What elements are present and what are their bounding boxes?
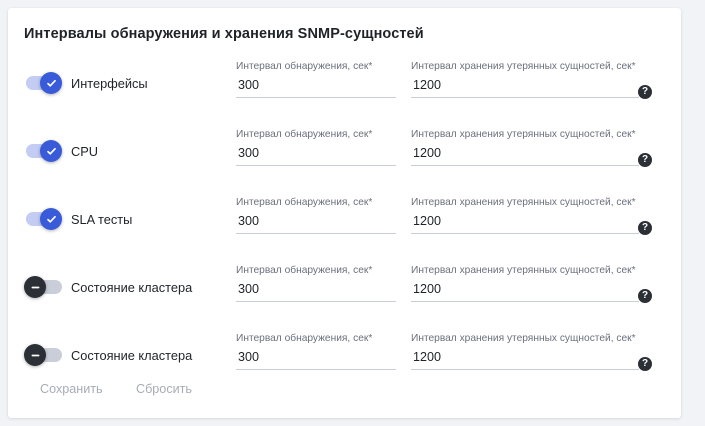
row-toggle-cluster-state-1[interactable] [26, 276, 192, 298]
discovery-interval-input[interactable] [236, 281, 396, 302]
storage-interval-label: Интервал хранения утерянных сущностей, сек* [411, 129, 636, 140]
discovery-interval-label: Интервал обнаружения, сек* [236, 333, 373, 344]
help-icon[interactable]: ? [638, 153, 652, 167]
storage-interval-input[interactable] [411, 77, 639, 98]
table-row [8, 52, 681, 120]
discovery-interval-field [236, 60, 396, 98]
toggle-switch[interactable] [26, 212, 62, 226]
storage-interval-field [411, 128, 639, 166]
help-icon[interactable]: ? [638, 357, 652, 371]
toggle-switch[interactable] [26, 280, 62, 294]
discovery-interval-input[interactable] [236, 77, 396, 98]
discovery-interval-label: Интервал обнаружения, сек* [236, 129, 373, 140]
storage-interval-field [411, 196, 639, 234]
storage-interval-field [411, 60, 639, 98]
storage-interval-field [411, 264, 639, 302]
minus-icon [30, 350, 41, 361]
storage-interval-label: Интервал хранения утерянных сущностей, сек* [411, 333, 636, 344]
form-actions [8, 378, 681, 404]
discovery-interval-input[interactable] [236, 213, 396, 234]
help-icon[interactable]: ? [638, 85, 652, 99]
row-toggle-cluster-state-2[interactable] [26, 344, 192, 366]
discovery-interval-label: Интервал обнаружения, сек* [236, 265, 373, 276]
discovery-interval-field [236, 128, 396, 166]
storage-interval-field [411, 332, 639, 370]
discovery-interval-input[interactable] [236, 349, 396, 370]
toggle-switch[interactable] [26, 144, 62, 158]
discovery-interval-field [236, 264, 396, 302]
table-row [8, 120, 681, 188]
row-toggle-interfaces[interactable] [26, 72, 148, 94]
row-toggle-sla-tests[interactable] [26, 208, 132, 230]
storage-interval-label: Интервал хранения утерянных сущностей, сек* [411, 61, 636, 72]
minus-icon [30, 282, 41, 293]
settings-rows [8, 52, 681, 392]
toggle-switch[interactable] [26, 348, 62, 362]
row-label: CPU [71, 143, 99, 159]
toggle-knob [40, 72, 62, 94]
toggle-knob [24, 276, 46, 298]
discovery-interval-field [236, 196, 396, 234]
toggle-knob [40, 140, 62, 162]
toggle-switch[interactable] [26, 76, 62, 90]
discovery-interval-label: Интервал обнаружения, сек* [236, 197, 373, 208]
help-icon[interactable]: ? [638, 221, 652, 235]
toggle-knob [40, 208, 62, 230]
storage-interval-label: Интервал хранения утерянных сущностей, сек* [411, 265, 636, 276]
save-button[interactable]: Сохранить [34, 378, 109, 400]
row-label: SLA тесты [71, 211, 133, 227]
help-icon[interactable]: ? [638, 289, 652, 303]
storage-interval-input[interactable] [411, 213, 639, 234]
storage-interval-input[interactable] [411, 281, 639, 302]
storage-interval-input[interactable] [411, 349, 639, 370]
row-label: Интерфейсы [71, 75, 148, 91]
discovery-interval-input[interactable] [236, 145, 396, 166]
discovery-interval-field [236, 332, 396, 370]
table-row [8, 256, 681, 324]
snmp-intervals-card [8, 8, 681, 418]
check-icon [46, 78, 57, 89]
row-toggle-cpu[interactable] [26, 140, 98, 162]
reset-button[interactable]: Сбросить [130, 378, 198, 400]
row-label: Состояние кластера [71, 279, 193, 295]
discovery-interval-label: Интервал обнаружения, сек* [236, 61, 373, 72]
row-label: Состояние кластера [71, 347, 193, 363]
page-title: Интервалы обнаружения и хранения SNMP-сущностей [24, 26, 424, 42]
storage-interval-label: Интервал хранения утерянных сущностей, сек* [411, 197, 636, 208]
check-icon [46, 146, 57, 157]
table-row [8, 188, 681, 256]
check-icon [46, 214, 57, 225]
storage-interval-input[interactable] [411, 145, 639, 166]
toggle-knob [24, 344, 46, 366]
